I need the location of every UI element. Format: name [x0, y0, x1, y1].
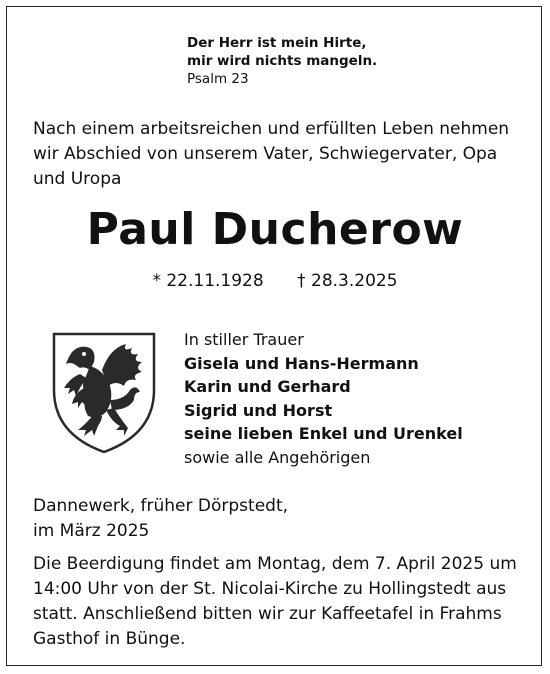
- griffin-coat-of-arms-icon: [50, 330, 158, 456]
- death-date: † 28.3.2025: [297, 271, 398, 291]
- funeral-details: [33, 552, 533, 652]
- place-line-2: im März 2025: [33, 521, 150, 541]
- mourners-closing: sowie alle Angehörigen: [184, 447, 371, 467]
- mourners-list: [184, 328, 463, 469]
- funeral-line-2: 14:00 Uhr von der St. Nicolai-Kirche zu Hollingstedt aus: [33, 579, 507, 599]
- birth-date: * 22.11.1928: [152, 271, 264, 291]
- psalm-reference: Psalm 23: [187, 71, 249, 87]
- funeral-line-3: statt. Anschließend bitten wir zur Kaffeetafel in Frahms: [33, 604, 502, 624]
- mourner-name: Karin und Gerhard: [184, 377, 351, 396]
- funeral-line-1: Die Beerdigung findet am Montag, dem 7. April 2025 um: [33, 554, 517, 574]
- deceased-name: Paul Ducherow: [86, 204, 464, 255]
- psalm-quote: [187, 34, 377, 88]
- intro-line-3: und Uropa: [33, 169, 122, 189]
- psalm-line-2: mir wird nichts mangeln.: [187, 53, 378, 69]
- mourner-name: Sigrid und Horst: [184, 400, 333, 420]
- mourner-name: seine lieben Enkel und Urenkel: [184, 424, 463, 443]
- place-line-1: Dannewerk, früher Dörpstedt,: [33, 496, 289, 516]
- intro-text: [33, 117, 523, 192]
- life-dates: [0, 269, 550, 293]
- place-and-date: [33, 494, 288, 544]
- psalm-line-1: Der Herr ist mein Hirte,: [187, 35, 367, 51]
- mourner-name: Gisela und Hans-Hermann: [184, 353, 419, 373]
- funeral-line-4: Gasthof in Bünge.: [33, 629, 186, 649]
- mourners-heading: In stiller Trauer: [184, 330, 304, 349]
- intro-line-2: wir Abschied von unserem Vater, Schwiegervater, Opa: [33, 144, 498, 164]
- intro-line-1: Nach einem arbeitsreichen und erfüllten Leben nehmen: [33, 119, 510, 139]
